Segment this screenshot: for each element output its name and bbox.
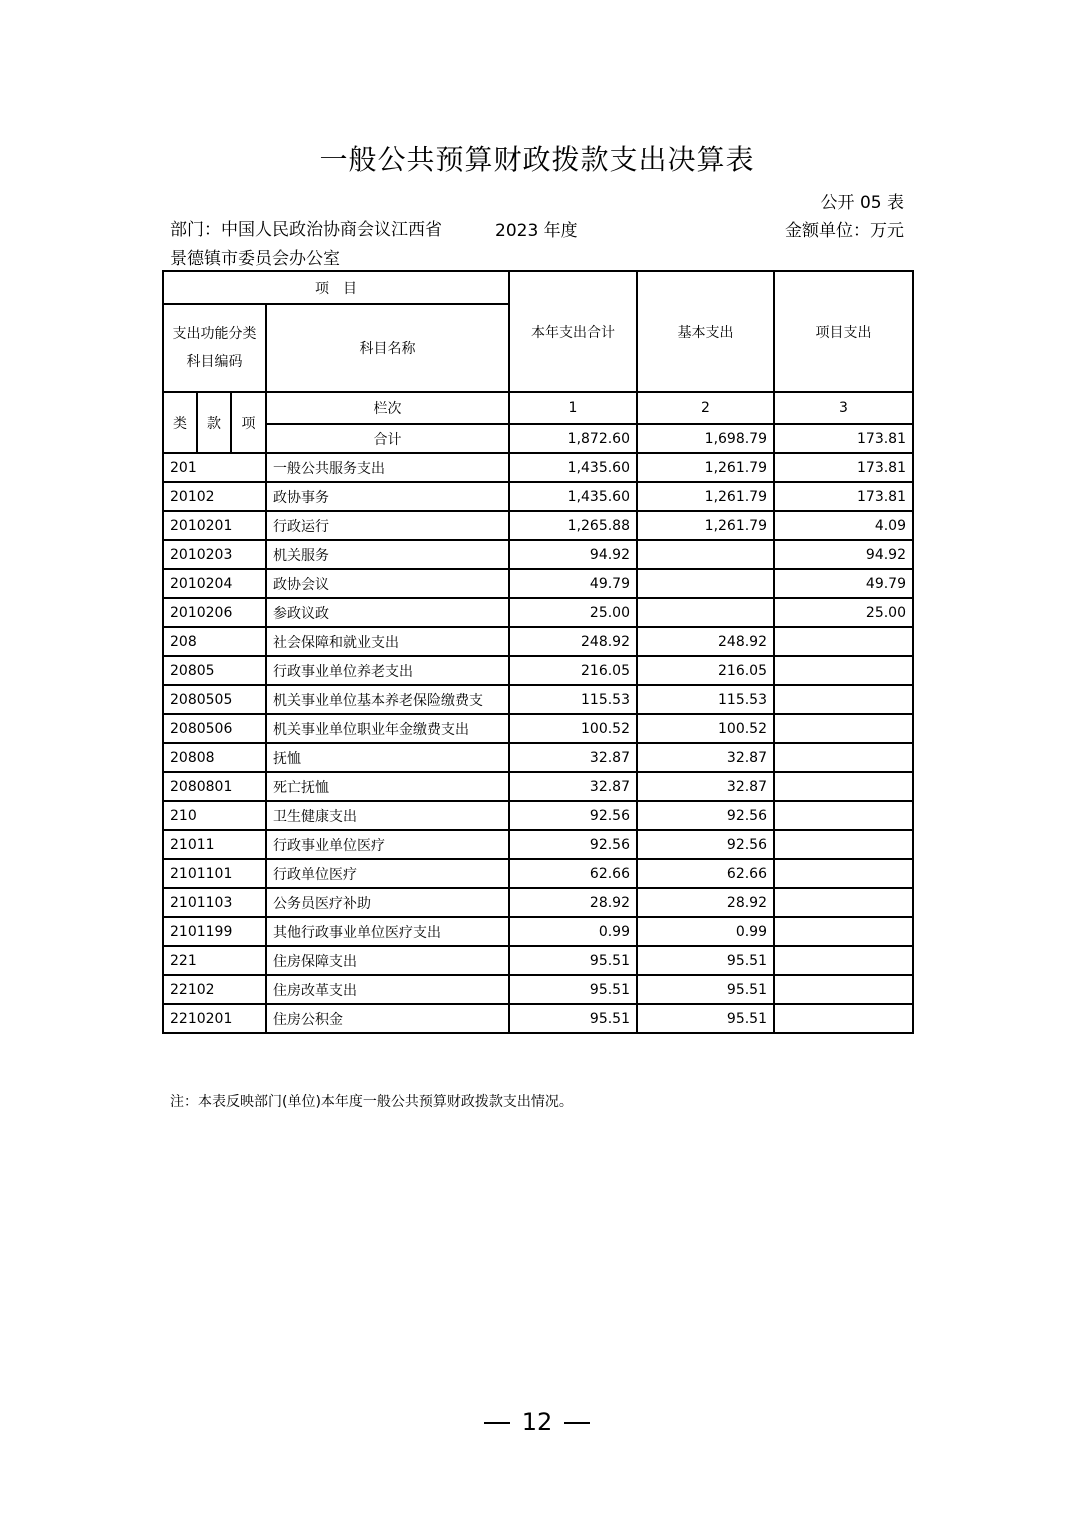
table-row [163,685,913,714]
row-basic: 248.92 [637,627,774,656]
amount-unit: 金额单位：万元 [785,221,904,241]
row-code: 201 [163,453,266,482]
row-name: 抚恤 [266,743,509,772]
sum-basic: 1,698.79 [637,424,774,453]
table-row [163,714,913,743]
header-project: 项目支出 [774,271,913,392]
row-code: 2080801 [163,772,266,801]
row-total: 49.79 [509,569,637,598]
row-basic: 95.51 [637,975,774,1004]
table-row [163,917,913,946]
row-code: 2010203 [163,540,266,569]
budget-table [162,270,914,1034]
row-total: 62.66 [509,859,637,888]
table-row [163,859,913,888]
row-basic: 62.66 [637,859,774,888]
row-basic: 95.51 [637,946,774,975]
row-code: 2010204 [163,569,266,598]
row-project: 94.92 [774,540,913,569]
table-row [163,946,913,975]
row-code: 21011 [163,830,266,859]
header-func-code-line1: 支出功能分类 [172,326,257,342]
row-basic [637,598,774,627]
row-basic [637,569,774,598]
page-dash-right [564,1422,590,1424]
table-note: 注：本表反映部门(单位)本年度一般公共预算财政拨款支出情况。 [170,1094,573,1110]
row-name: 社会保障和就业支出 [266,627,509,656]
table-row [163,743,913,772]
header-func-code [163,304,266,392]
row-name: 机关事业单位基本养老保险缴费支 [266,685,509,714]
row-basic: 28.92 [637,888,774,917]
row-basic: 92.56 [637,830,774,859]
row-basic: 32.87 [637,743,774,772]
row-project [774,859,913,888]
row-basic: 1,261.79 [637,453,774,482]
row-basic: 1,261.79 [637,482,774,511]
row-code: 221 [163,946,266,975]
column-index-3: 3 [774,392,913,424]
table-row [163,598,913,627]
row-name: 一般公共服务支出 [266,453,509,482]
row-name: 政协事务 [266,482,509,511]
table-row [163,888,913,917]
row-code: 20102 [163,482,266,511]
page-title: 一般公共预算财政拨款支出决算表 [319,143,755,176]
row-basic [637,540,774,569]
row-total: 95.51 [509,1004,637,1033]
row-total: 95.51 [509,946,637,975]
sum-total: 1,872.60 [509,424,637,453]
table-row [163,801,913,830]
row-project: 173.81 [774,482,913,511]
row-name: 行政事业单位医疗 [266,830,509,859]
table-row [163,540,913,569]
table-row [163,569,913,598]
row-name: 公务员医疗补助 [266,888,509,917]
row-basic: 95.51 [637,1004,774,1033]
row-project [774,627,913,656]
row-project: 49.79 [774,569,913,598]
header-lei: 类 [163,392,197,453]
header-kuan: 款 [197,392,231,453]
row-total: 95.51 [509,975,637,1004]
header-basic: 基本支出 [637,271,774,392]
table-row [163,1004,913,1033]
table-row [163,656,913,685]
row-name: 住房保障支出 [266,946,509,975]
row-name: 卫生健康支出 [266,801,509,830]
row-total: 94.92 [509,540,637,569]
row-total: 100.52 [509,714,637,743]
sum-project: 173.81 [774,424,913,453]
row-code: 2010206 [163,598,266,627]
form-number: 公开 05 表 [820,193,904,213]
row-name: 住房改革支出 [266,975,509,1004]
row-name: 行政运行 [266,511,509,540]
fiscal-year: 2023 年度 [495,221,578,241]
row-name: 死亡抚恤 [266,772,509,801]
row-name: 其他行政事业单位医疗支出 [266,917,509,946]
row-code: 22102 [163,975,266,1004]
sum-row [163,424,913,453]
row-basic: 92.56 [637,801,774,830]
row-project [774,946,913,975]
row-project [774,917,913,946]
row-code: 2101103 [163,888,266,917]
column-index-row [163,392,913,424]
row-name: 行政事业单位养老支出 [266,656,509,685]
row-project [774,772,913,801]
row-project [774,888,913,917]
row-total: 1,435.60 [509,453,637,482]
row-code: 2080506 [163,714,266,743]
header-xiang: 项 [231,392,266,453]
row-project [774,714,913,743]
row-total: 115.53 [509,685,637,714]
row-basic: 115.53 [637,685,774,714]
row-code: 2101101 [163,859,266,888]
row-code: 2210201 [163,1004,266,1033]
header-name: 科目名称 [266,304,509,392]
row-total: 216.05 [509,656,637,685]
row-basic: 0.99 [637,917,774,946]
sum-label: 合计 [266,424,509,453]
row-basic: 216.05 [637,656,774,685]
row-code: 210 [163,801,266,830]
column-index-1: 1 [509,392,637,424]
table-row [163,453,913,482]
row-code: 2080505 [163,685,266,714]
row-name: 机关服务 [266,540,509,569]
row-project [774,743,913,772]
row-project [774,801,913,830]
row-total: 32.87 [509,743,637,772]
table-row [163,482,913,511]
row-project [774,830,913,859]
row-total: 1,265.88 [509,511,637,540]
row-code: 208 [163,627,266,656]
table-row [163,975,913,1004]
row-code: 20808 [163,743,266,772]
row-total: 28.92 [509,888,637,917]
row-total: 92.56 [509,830,637,859]
row-name: 政协会议 [266,569,509,598]
row-code: 2010201 [163,511,266,540]
row-total: 1,435.60 [509,482,637,511]
row-name: 机关事业单位职业年金缴费支出 [266,714,509,743]
row-total: 25.00 [509,598,637,627]
page-number [0,1408,1074,1436]
header-func-code-line2: 科目编码 [186,354,243,370]
row-total: 92.56 [509,801,637,830]
row-project: 173.81 [774,453,913,482]
row-name: 参政议政 [266,598,509,627]
row-code: 2101199 [163,917,266,946]
header-total: 本年支出合计 [509,271,637,392]
row-code: 20805 [163,656,266,685]
row-name: 行政单位医疗 [266,859,509,888]
column-index-label: 栏次 [266,392,509,424]
table-row [163,511,913,540]
header-row-top [163,271,913,304]
row-project: 25.00 [774,598,913,627]
table-row [163,772,913,801]
row-project [774,685,913,714]
table-row [163,830,913,859]
row-name: 住房公积金 [266,1004,509,1033]
row-project [774,656,913,685]
row-total: 0.99 [509,917,637,946]
page-dash-left [484,1422,510,1424]
row-basic: 32.87 [637,772,774,801]
row-basic: 100.52 [637,714,774,743]
row-project [774,1004,913,1033]
department-label: 部门：中国人民政治协商会议江西省景德镇市委员会办公室 [170,220,442,269]
row-project [774,975,913,1004]
page-number-text: 12 [521,1408,553,1436]
row-total: 32.87 [509,772,637,801]
row-basic: 1,261.79 [637,511,774,540]
column-index-2: 2 [637,392,774,424]
table-row [163,627,913,656]
row-total: 248.92 [509,627,637,656]
header-item: 项 目 [163,271,509,304]
row-project: 4.09 [774,511,913,540]
